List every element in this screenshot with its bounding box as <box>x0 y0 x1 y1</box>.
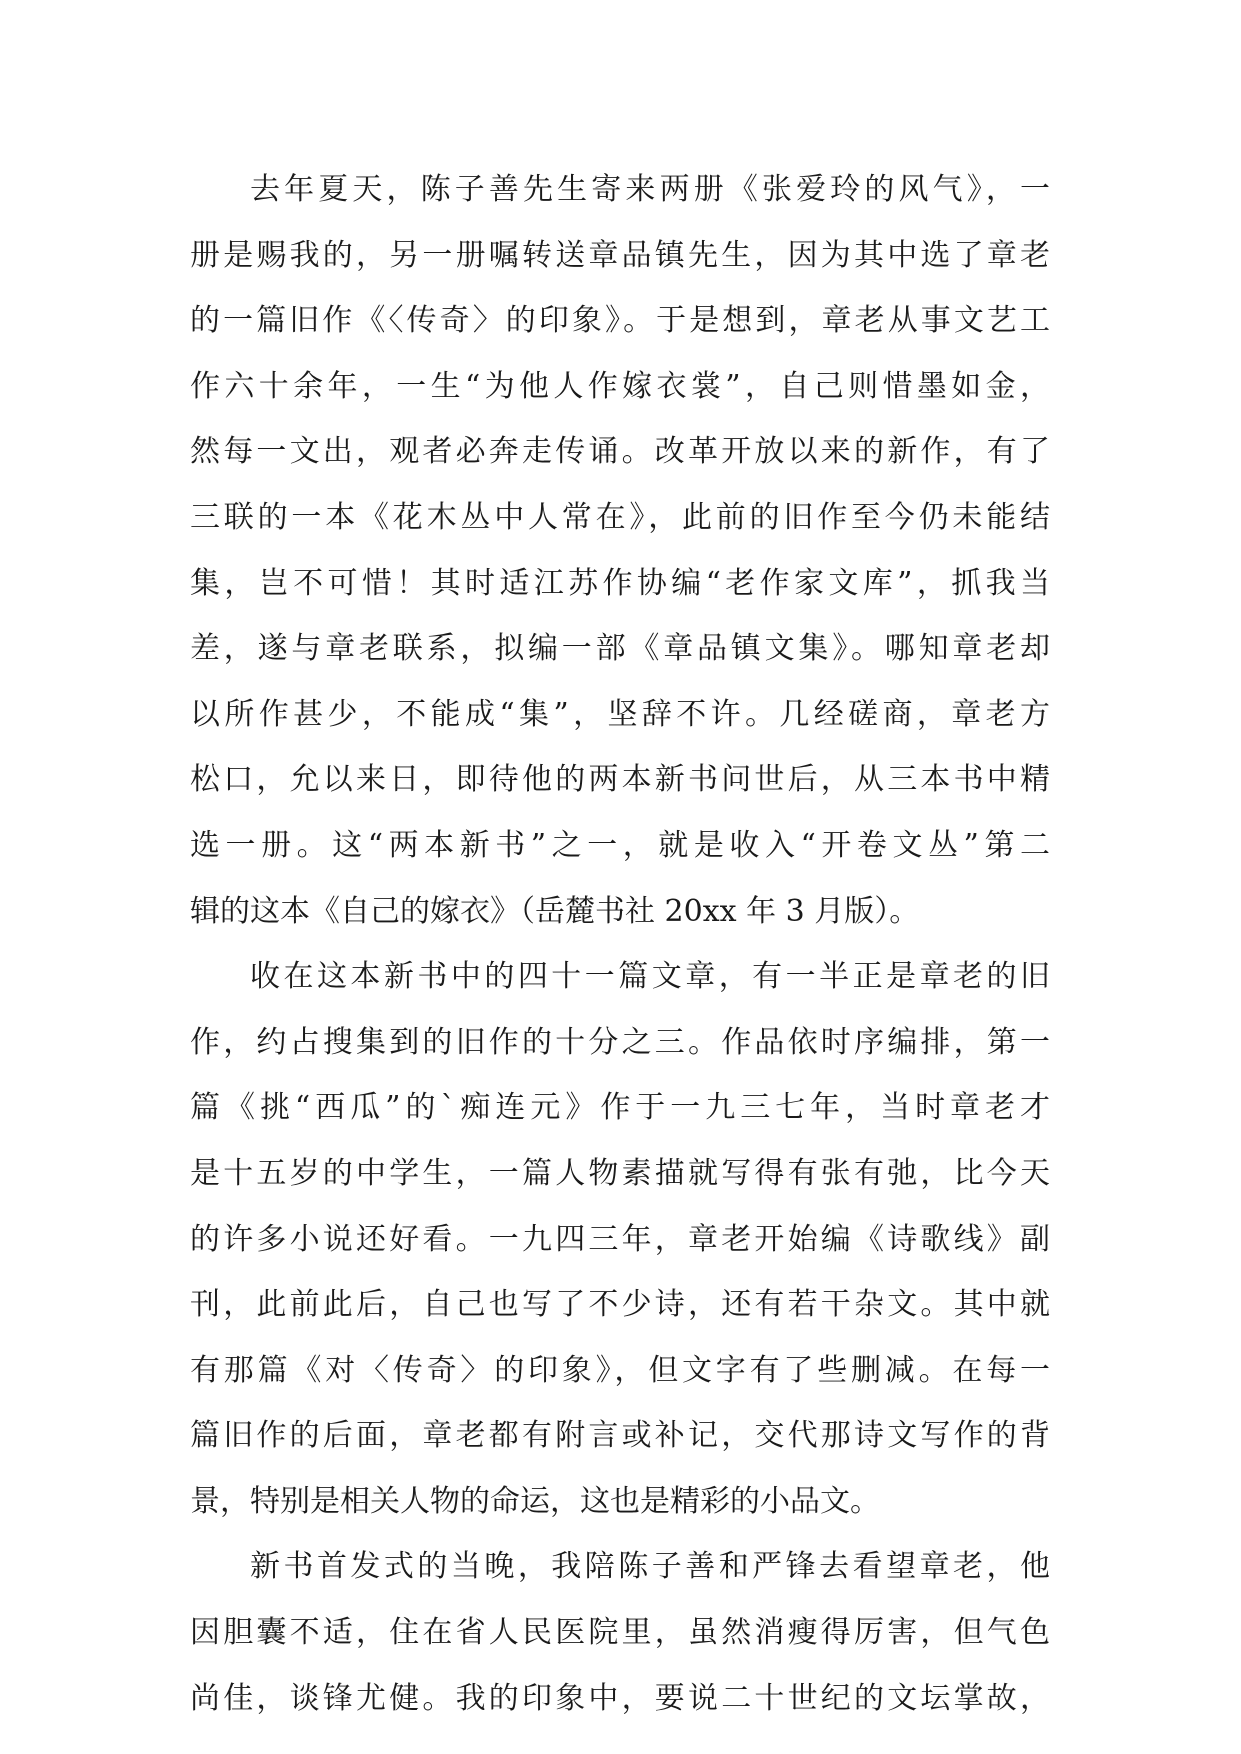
text-line: 刊，此前此后，自己也写了不少诗，还有若干杂文。其中就 <box>190 1287 1050 1323</box>
text-line: 选一册。这“两本新书”之一，就是收入“开卷文丛”第二 <box>190 827 1050 863</box>
text-line: 收在这本新书中的四十一篇文章，有一半正是章老的旧 <box>250 959 1050 995</box>
text-line: 新书首发式的当晚，我陪陈子善和严锋去看望章老，他 <box>250 1549 1050 1585</box>
text-line: 去年夏天，陈子善先生寄来两册《张爱玲的风气》，一 <box>250 172 1050 207</box>
paragraph <box>190 1534 1050 1731</box>
text-line: 篇《挑“西瓜”的`痴连元》作于一九三七年，当时章老才 <box>190 1090 1050 1126</box>
text-line: 篇旧作的后面，章老都有附言或补记，交代那诗文写作的背 <box>190 1418 1050 1454</box>
document-body <box>190 157 1050 1731</box>
text-line: 以所作甚少，不能成“集”，坚辞不许。几经磋商，章老方 <box>190 696 1050 732</box>
text-line: 的一篇旧作《〈传奇〉的印象》。于是想到，章老从事文艺工 <box>190 303 1050 339</box>
text-line: 松口，允以来日，即待他的两本新书问世后，从三本书中精 <box>190 762 1050 798</box>
text-line: 差，遂与章老联系，拟编一部《章品镇文集》。哪知章老却 <box>190 631 1050 667</box>
text-line: 然每一文出，观者必奔走传诵。改革开放以来的新作，有了 <box>190 434 1050 470</box>
text-line: 作六十余年，一生“为他人作嫁衣裳”，自己则惜墨如金， <box>190 368 1050 404</box>
text-line: 景，特别是相关人物的命运，这也是精彩的小品文。 <box>190 1483 880 1519</box>
text-line: 作，约占搜集到的旧作的十分之三。作品依时序编排，第一 <box>190 1024 1050 1060</box>
text-line: 尚佳，谈锋尤健。我的印象中，要说二十世纪的文坛掌故， <box>190 1680 1050 1716</box>
paragraph <box>190 944 1050 1534</box>
text-line: 有那篇《对〈传奇〉的印象》，但文字有了些删减。在每一 <box>190 1352 1050 1388</box>
text-line: 集，岂不可惜！其时适江苏作协编“老作家文库”，抓我当 <box>190 565 1050 601</box>
text-line: 册是赐我的，另一册嘱转送章品镇先生，因为其中选了章老 <box>190 237 1050 273</box>
text-line: 是十五岁的中学生，一篇人物素描就写得有张有弛，比今天 <box>190 1155 1050 1191</box>
text-line: 的许多小说还好看。一九四三年，章老开始编《诗歌线》副 <box>190 1221 1050 1257</box>
text-line: 因胆囊不适，住在省人民医院里，虽然消瘦得厉害，但气色 <box>190 1615 1050 1651</box>
text-line: 三联的一本《花木丛中人常在》，此前的旧作至今仍未能结 <box>190 499 1050 535</box>
paragraph <box>190 157 1050 944</box>
text-line: 辑的这本《自己的嫁衣》（岳麓书社 20xx 年 3 月版）。 <box>190 893 920 929</box>
